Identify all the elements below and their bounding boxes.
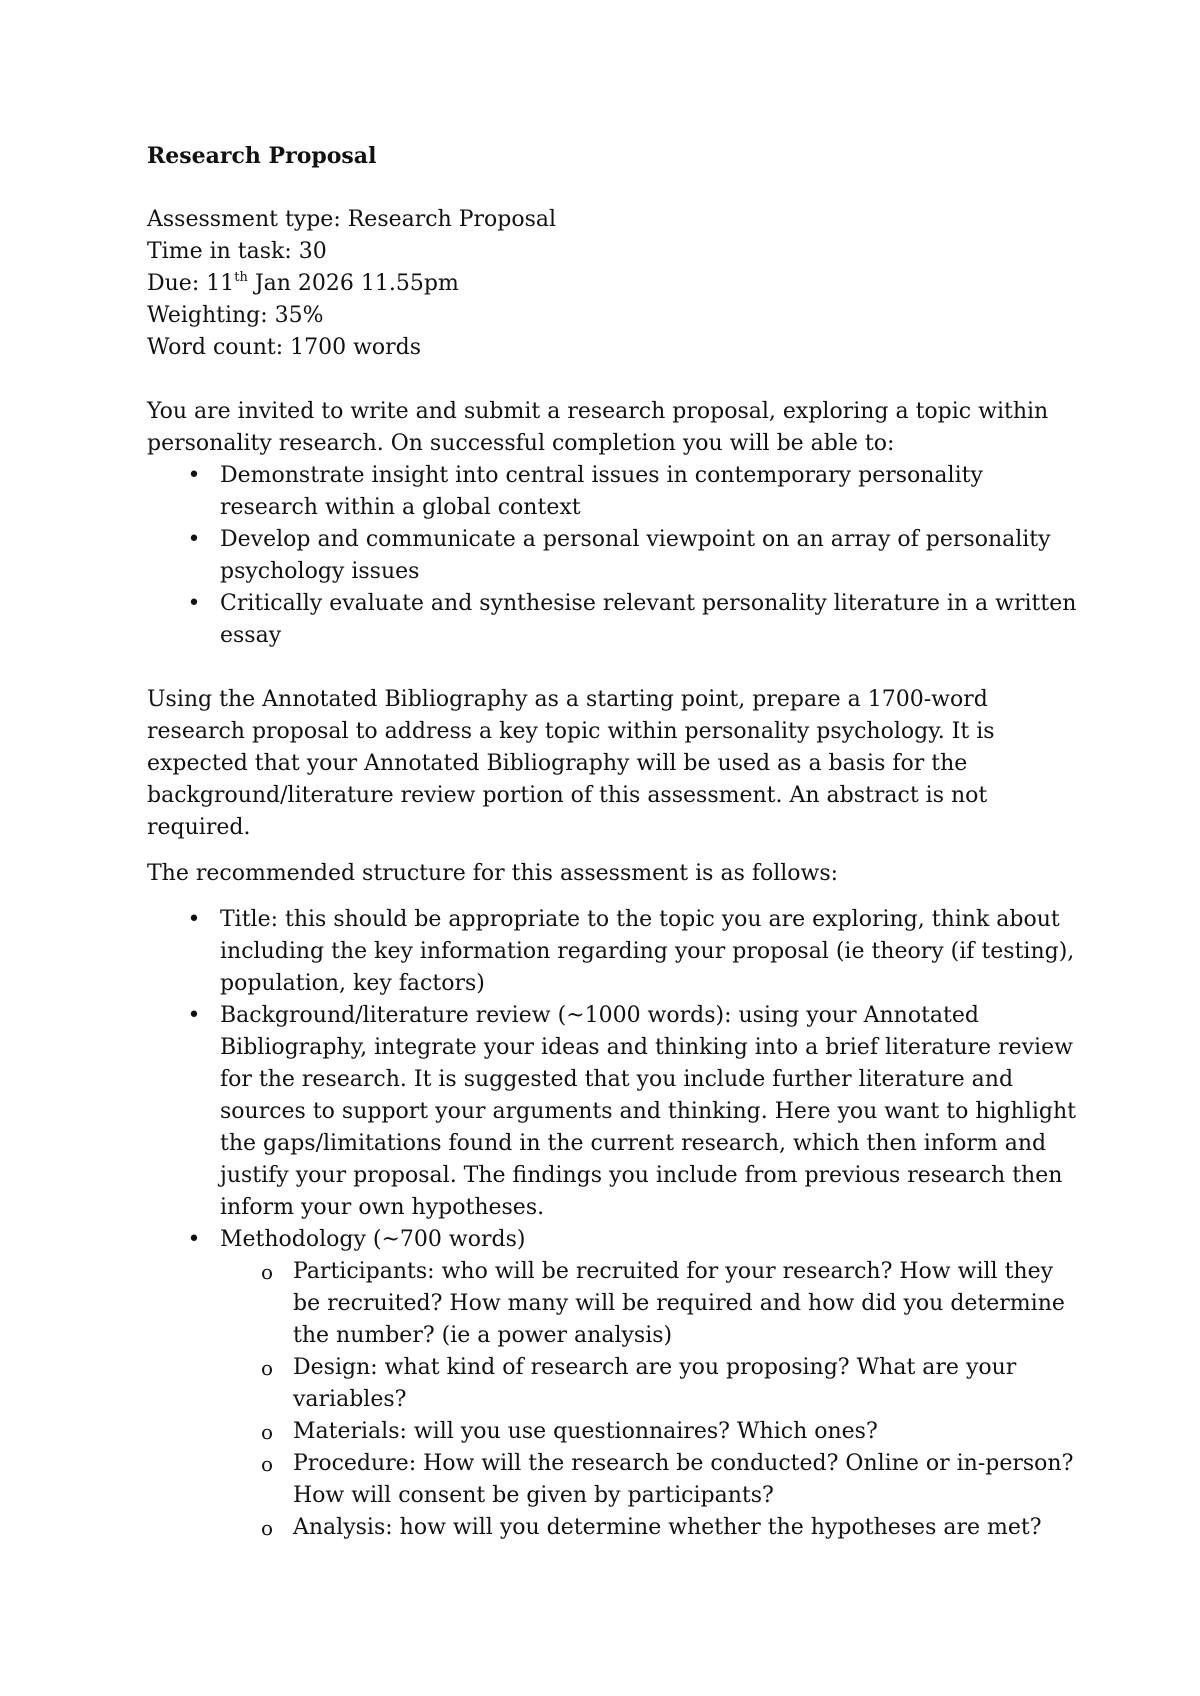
outcome-text: Critically evaluate and synthesise relevant personality literature in a written essay bbox=[220, 591, 1077, 648]
list-item bbox=[187, 1224, 1077, 1544]
circle-bullet-icon: o bbox=[260, 1260, 274, 1284]
list-item bbox=[187, 588, 1077, 652]
structure-intro: The recommended structure for this assessment is as follows: bbox=[147, 861, 839, 886]
methodology-procedure: Procedure: How will the research be conducted? Online or in-person? How will consent be given by participants? bbox=[293, 1451, 1074, 1508]
list-item bbox=[260, 1352, 1077, 1416]
bullet-icon: • bbox=[187, 1227, 201, 1252]
circle-bullet-icon: o bbox=[260, 1516, 274, 1540]
outcome-text: Develop and communicate a personal viewpoint on an array of personality psychology issues bbox=[220, 527, 1051, 584]
due-date-ordinal: th bbox=[234, 270, 248, 285]
list-item bbox=[187, 904, 1077, 1000]
methodology-participants: Participants: who will be recruited for your research? How will they be recruited? How many will be required and how did you determine the number? (ie a power analysis) bbox=[293, 1259, 1065, 1348]
word-count: Word count: 1700 words bbox=[147, 335, 422, 360]
structure-methodology-text: Methodology (~700 words) bbox=[220, 1227, 526, 1252]
bullet-icon: • bbox=[187, 591, 201, 616]
bullet-icon: • bbox=[187, 1003, 201, 1028]
list-item bbox=[260, 1256, 1077, 1352]
outcome-text: Demonstrate insight into central issues in contemporary personality research within a global context bbox=[220, 463, 983, 520]
instructions-paragraph: Using the Annotated Bibliography as a starting point, prepare a 1700-word research proposal to address a key topic within personality psychology. It is expected that your Annotated Bibliography will be used as a basis for the background/literature review portion of this assessment. An abstract is not required. bbox=[147, 687, 995, 840]
intro-paragraph: You are invited to write and submit a research proposal, exploring a topic within personality research. On successful completion you will be able to: bbox=[147, 399, 1049, 456]
list-item bbox=[260, 1416, 1077, 1448]
methodology-materials: Materials: will you use questionnaires? Which ones? bbox=[293, 1419, 878, 1444]
due-date-prefix: Due: 11 bbox=[147, 271, 235, 296]
bullet-icon: • bbox=[187, 527, 201, 552]
weighting: Weighting: 35% bbox=[147, 303, 324, 328]
bullet-icon: • bbox=[187, 463, 201, 488]
list-item bbox=[187, 460, 1077, 524]
list-item bbox=[260, 1448, 1077, 1512]
methodology-design: Design: what kind of research are you proposing? What are your variables? bbox=[293, 1355, 1017, 1412]
assessment-type: Assessment type: Research Proposal bbox=[147, 207, 557, 232]
due-date bbox=[147, 268, 1077, 300]
circle-bullet-icon: o bbox=[260, 1452, 274, 1476]
structure-list bbox=[147, 904, 1077, 1544]
bullet-icon: • bbox=[187, 907, 201, 932]
circle-bullet-icon: o bbox=[260, 1420, 274, 1444]
list-item bbox=[187, 1000, 1077, 1224]
due-date-suffix: Jan 2026 11.55pm bbox=[247, 271, 459, 296]
methodology-sublist bbox=[220, 1256, 1077, 1544]
list-item bbox=[187, 524, 1077, 588]
list-item bbox=[260, 1512, 1077, 1544]
document-page bbox=[147, 140, 1077, 1544]
structure-title-text: Title: this should be appropriate to the topic you are exploring, think about including the key information regarding your proposal (ie theory (if testing), population, key factors) bbox=[220, 907, 1075, 996]
document-title: Research Proposal bbox=[147, 143, 377, 169]
methodology-analysis: Analysis: how will you determine whether the hypotheses are met? bbox=[293, 1515, 1042, 1540]
assessment-meta bbox=[147, 204, 1077, 364]
learning-outcomes-list bbox=[147, 460, 1077, 652]
time-in-task: Time in task: 30 bbox=[147, 239, 327, 264]
circle-bullet-icon: o bbox=[260, 1356, 274, 1380]
structure-background-text: Background/literature review (~1000 words): using your Annotated Bibliography, integrate your ideas and thinking into a brief literature review for the research. It is suggested that you include further literature and sources to support your arguments and thinking. Here you want to highlight the gaps/limitations found in the current research, which then inform and justify your proposal. The findings you include from previous research then inform your own hypotheses. bbox=[220, 1003, 1076, 1220]
